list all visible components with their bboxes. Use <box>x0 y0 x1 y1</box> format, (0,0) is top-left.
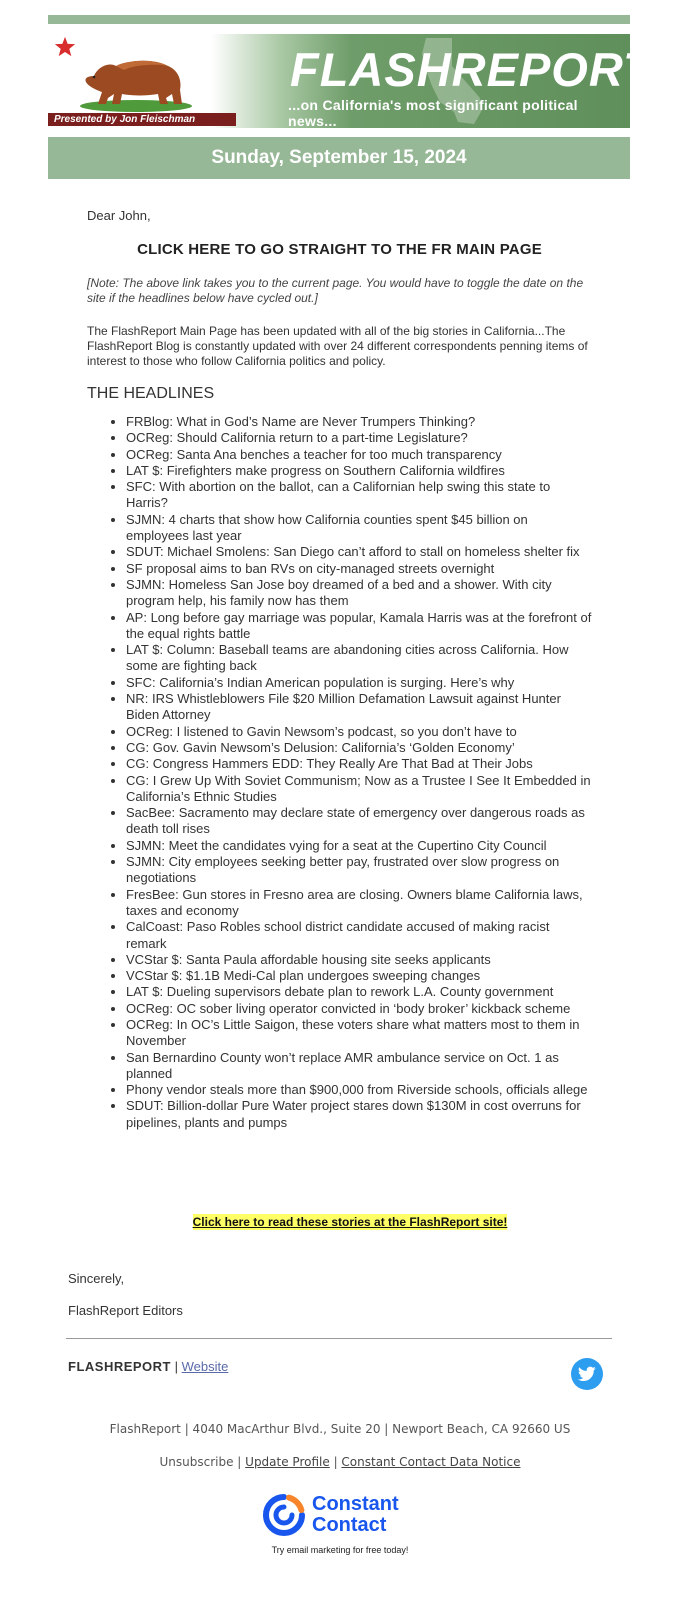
headlines-list <box>87 414 592 1131</box>
headline-item[interactable]: • SacBee: Sacramento may declare state of emergency over dangerous roads as death toll rises <box>126 805 592 838</box>
headline-item[interactable]: • OCReg: OC sober living operator convicted in ‘body broker’ kickback scheme <box>126 1001 592 1017</box>
note-text: [Note: The above link takes you to the current page. You would have to toggle the date on the site if the headlines below have cycled out.] <box>87 276 584 305</box>
headline-item[interactable]: • AP: Long before gay marriage was popular, Kamala Harris was at the forefront of the equal rights battle <box>126 610 592 643</box>
data-notice-link[interactable]: Constant Contact Data Notice <box>341 1455 521 1469</box>
sign-off: Sincerely, <box>68 1271 125 1286</box>
headline-item[interactable]: • NR: IRS Whistleblowers File $20 Million Defamation Lawsuit against Hunter Biden Attorney <box>126 691 592 724</box>
cc-word-1: Constant <box>312 1493 399 1515</box>
brand-title: FLASHREPORT <box>290 43 653 96</box>
headline-item[interactable]: • LAT $: Column: Baseball teams are abandoning cities across California. How some are fighting back <box>126 642 592 675</box>
headline-item[interactable]: • SF proposal aims to ban RVs on city-managed streets overnight <box>126 561 592 577</box>
read-stories-link-row <box>0 1213 700 1231</box>
headline-item[interactable]: • OCReg: In OC’s Little Saigon, these voters share what matters most to them in November <box>126 1017 592 1050</box>
link-separator: | <box>329 1455 342 1469</box>
footer-brand: FLASHREPORT <box>68 1359 171 1374</box>
headline-item[interactable]: • SJMN: Meet the candidates vying for a seat at the Cupertino City Council <box>126 838 592 854</box>
footer-divider <box>66 1338 612 1339</box>
headline-item[interactable]: • FresBee: Gun stores in Fresno area are closing. Owners blame California laws, taxes and economy <box>126 887 592 920</box>
presented-by-label: Presented by Jon Fleischman <box>48 113 236 126</box>
twitter-icon <box>578 1366 596 1382</box>
headline-item[interactable]: • SDUT: Michael Smolens: San Diego can’t afford to stall on homeless shelter fix <box>126 544 592 560</box>
footer-links <box>0 1455 680 1469</box>
constant-contact-logo[interactable] <box>262 1493 422 1539</box>
headline-item[interactable]: • LAT $: Firefighters make progress on Southern California wildfires <box>126 463 592 479</box>
twitter-button[interactable] <box>571 1358 603 1390</box>
star-icon <box>54 36 76 58</box>
headline-item[interactable]: • VCStar $: Santa Paula affordable housing site seeks applicants <box>126 952 592 968</box>
bear-icon <box>76 52 194 114</box>
headline-item[interactable]: • SFC: California’s Indian American population is surging. Here’s why <box>126 675 592 691</box>
footer-separator: | <box>171 1359 182 1374</box>
cc-tagline: Try email marketing for free today! <box>271 1545 409 1555</box>
headline-item[interactable]: • CG: Congress Hammers EDD: They Really Are That Bad at Their Jobs <box>126 756 592 772</box>
date-bar: Sunday, September 15, 2024 <box>48 137 630 179</box>
headline-item[interactable]: • CG: Gov. Gavin Newsom’s Delusion: California’s ‘Golden Economy’ <box>126 740 592 756</box>
headline-item[interactable]: • CalCoast: Paso Robles school district candidate accused of making racist remark <box>126 919 592 952</box>
headline-item[interactable]: • SJMN: City employees seeking better pay, frustrated over slow progress on negotiations <box>126 854 592 887</box>
update-profile-link[interactable]: Update Profile <box>245 1455 330 1469</box>
headline-item[interactable]: • CG: I Grew Up With Soviet Communism; Now as a Trustee I See It Embedded in California’s Ethnic Studies <box>126 773 592 806</box>
headline-item[interactable]: • SFC: With abortion on the ballot, can a Californian help swing this state to Harris? <box>126 479 592 512</box>
headline-item[interactable]: • Phony vendor steals more than $900,000 from Riverside schools, officials allege <box>126 1082 592 1098</box>
read-stories-link[interactable]: Click here to read these stories at the FlashReport site! <box>192 1215 508 1229</box>
headline-item[interactable]: • OCReg: I listened to Gavin Newsom’s podcast, so you don’t have to <box>126 724 592 740</box>
headline-item[interactable]: • SJMN: 4 charts that show how California counties spent $45 billion on employees last year <box>126 512 592 545</box>
headline-item[interactable]: • SDUT: Billion-dollar Pure Water project stares down $130M in cost overruns for pipelines, plants and pumps <box>126 1098 592 1131</box>
headline-item[interactable]: • San Bernardino County won’t replace AMR ambulance service on Oct. 1 as planned <box>126 1050 592 1083</box>
intro-text: The FlashReport Main Page has been updated with all of the big stories in California...The FlashReport Blog is constantly updated with over 24 different correspondents penning items of interest to those who follow California politics and policy. <box>87 324 588 368</box>
cc-word-2: Contact <box>312 1514 387 1536</box>
email-content <box>87 208 592 1131</box>
constant-contact-wordmark <box>312 1494 399 1536</box>
top-stripe <box>48 15 630 24</box>
website-link[interactable]: Website <box>181 1359 229 1374</box>
brand-tagline: ...on California's most significant political news... <box>288 97 578 129</box>
footer-brand-row <box>68 1359 228 1374</box>
headline-item[interactable]: • VCStar $: $1.1B Medi-Cal plan undergoes sweeping changes <box>126 968 592 984</box>
main-page-link[interactable]: CLICK HERE TO GO STRAIGHT TO THE FR MAIN PAGE <box>137 241 542 258</box>
header-banner[interactable] <box>48 34 653 129</box>
signature: FlashReport Editors <box>68 1303 183 1318</box>
headlines-title: THE HEADLINES <box>87 385 215 402</box>
constant-contact-logo-icon <box>262 1493 306 1537</box>
greeting: Dear John, <box>87 208 151 223</box>
headline-item[interactable]: • OCReg: Santa Ana benches a teacher for too much transparency <box>126 447 592 463</box>
unsubscribe-link[interactable]: Unsubscribe <box>159 1455 234 1469</box>
headline-item[interactable]: • OCReg: Should California return to a part-time Legislature? <box>126 430 592 446</box>
headline-item[interactable]: • LAT $: Dueling supervisors debate plan to rework L.A. County government <box>126 984 592 1000</box>
headline-item[interactable]: • SJMN: Homeless San Jose boy dreamed of a bed and a shower. With city program help, his family now has them <box>126 577 592 610</box>
link-separator: | <box>233 1455 246 1469</box>
footer-address: FlashReport | 4040 MacArthur Blvd., Suite 20 | Newport Beach, CA 92660 US <box>109 1422 571 1436</box>
headline-item[interactable]: • FRBlog: What in God’s Name are Never Trumpers Thinking? <box>126 414 592 430</box>
